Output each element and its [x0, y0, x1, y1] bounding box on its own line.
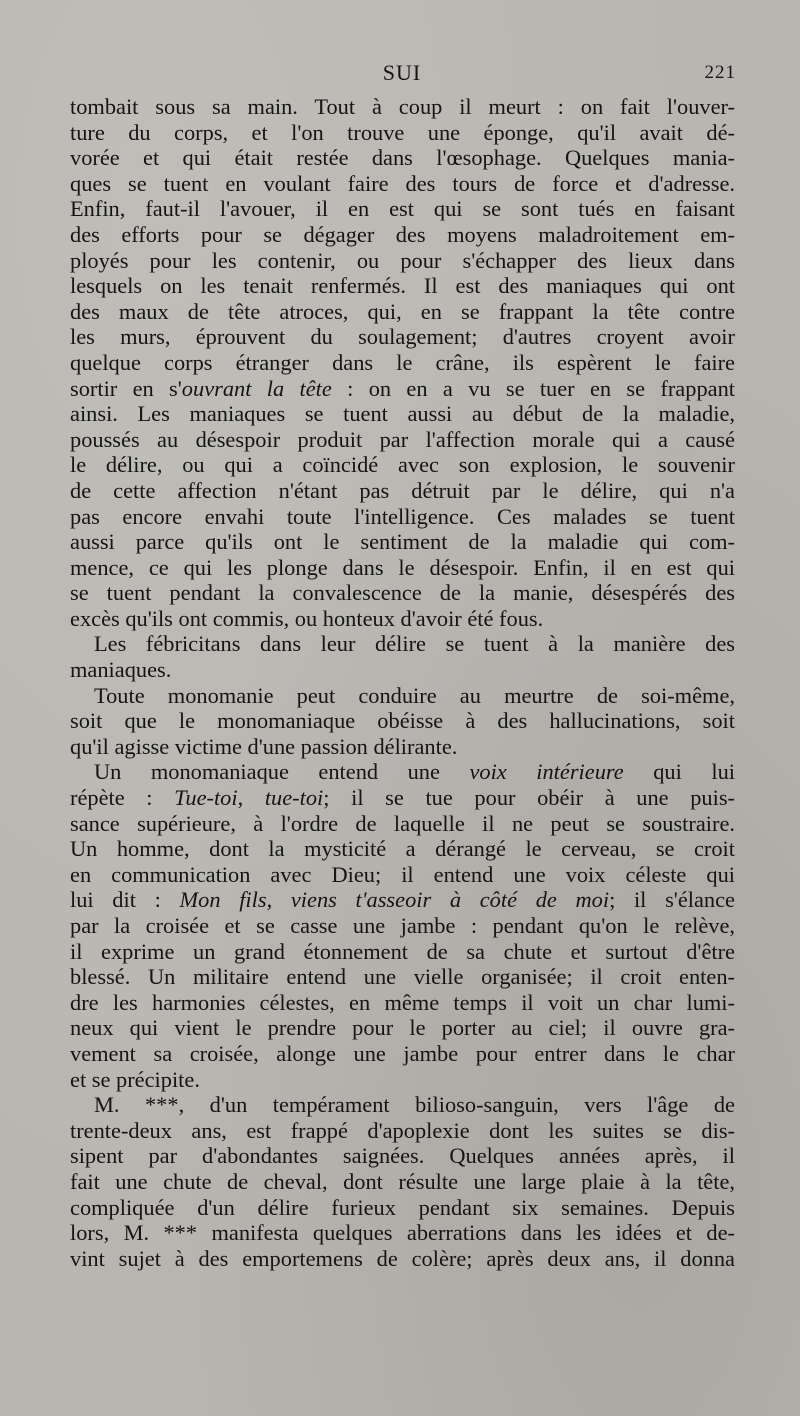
text-line	[70, 1118, 735, 1144]
text-line	[70, 1246, 735, 1272]
text-line	[70, 1143, 735, 1169]
text-segment: en communication avec Dieu; il entend une voix céleste qui	[70, 861, 735, 887]
text-line	[70, 1067, 735, 1093]
text-segment: dre les harmonies célestes, en même temps il voit un char lumi-	[70, 989, 735, 1015]
text-line	[70, 580, 735, 606]
text-line	[70, 273, 735, 299]
text-line	[70, 94, 735, 120]
text-segment: ,	[266, 887, 291, 913]
text-segment: M. ***, d'un tempérament bilioso-sanguin, vers l'âge de	[94, 1092, 735, 1118]
text-line	[70, 222, 735, 248]
text-segment: lesquels on les tenait renfermés. Il est des maniaques qui ont	[70, 273, 735, 299]
text-line	[70, 1169, 735, 1195]
text-line	[70, 657, 735, 683]
text-line	[70, 606, 735, 632]
text-segment: quelque corps étranger dans le crâne, ils espèrent le faire	[70, 349, 735, 375]
text-line	[70, 1015, 735, 1041]
text-line	[70, 708, 735, 734]
text-segment: sance supérieure, à l'ordre de laquelle il ne peut se soustraire.	[70, 810, 735, 836]
text-segment: il exprime un grand étonnement de sa chute et surtout d'être	[70, 938, 735, 964]
text-line	[70, 555, 735, 581]
text-segment: vint sujet à des emportemens de colère; après deux ans, il donna	[70, 1245, 735, 1271]
text-segment: ture du corps, et l'on trouve une éponge, qu'il avait dé-	[70, 119, 735, 145]
text-segment: et se précipite.	[70, 1066, 200, 1092]
text-segment: pas encore envahi toute l'intelligence. Ces malades se tuent	[70, 503, 735, 529]
text-segment: aussi parce qu'ils ont le sentiment de la maladie qui com-	[70, 529, 735, 555]
text-line	[70, 785, 735, 811]
text-line	[70, 376, 735, 402]
text-line	[70, 887, 735, 913]
text-line	[70, 452, 735, 478]
text-line	[70, 324, 735, 350]
text-segment: Toute monomanie peut conduire au meurtre de soi-même,	[94, 682, 735, 708]
italic-text-segment: Mon fils	[179, 887, 267, 913]
text-line	[70, 913, 735, 939]
text-line	[70, 299, 735, 325]
text-line	[70, 990, 735, 1016]
text-segment: ques se tuent en voulant faire des tours de force et d'adresse.	[70, 170, 735, 196]
text-segment: soit que le monomaniaque obéisse à des hallucinations, soit	[70, 708, 735, 734]
text-line	[70, 196, 735, 222]
text-segment: poussés au désespoir produit par l'affection morale qui a causé	[70, 426, 735, 452]
text-segment: blessé. Un militaire entend une vielle organisée; il croit enten-	[70, 964, 735, 990]
text-segment: lors, M. *** manifesta quelques aberrations dans les idées et de-	[70, 1220, 735, 1246]
text-segment: ; il se tue pour obéir à une puis-	[323, 785, 735, 811]
text-line	[70, 759, 735, 785]
italic-text-segment: Tue-toi	[174, 785, 238, 811]
text-segment: tombait sous sa main. Tout à coup il meurt : on fait l'ouver-	[70, 94, 735, 119]
text-line	[70, 1092, 735, 1118]
text-segment: qui lui	[623, 759, 735, 785]
text-line	[70, 631, 735, 657]
text-segment: sortir en s'	[70, 375, 182, 401]
text-line	[70, 1041, 735, 1067]
text-segment: répète :	[70, 785, 175, 811]
text-segment: le délire, ou qui a coïncidé avec son explosion, le souvenir	[70, 452, 735, 478]
text-segment: sipent par d'abondantes saignées. Quelques années après, il	[70, 1143, 735, 1169]
italic-text-segment: viens t'asseoir à côté de moi	[290, 887, 610, 913]
body-text	[70, 94, 735, 1271]
text-segment: ainsi. Les maniaques se tuent aussi au début de la maladie,	[70, 401, 735, 427]
text-segment: qu'il agisse victime d'une passion délirante.	[70, 733, 458, 759]
text-line	[70, 964, 735, 990]
text-line	[70, 248, 735, 274]
text-segment: neux qui vient le prendre pour le porter au ciel; il ouvre gra-	[70, 1015, 735, 1041]
text-line	[70, 401, 735, 427]
text-segment: mence, ce qui les plonge dans le désespoir. Enfin, il en est qui	[70, 554, 735, 580]
text-segment: ; il s'élance	[609, 887, 735, 913]
text-segment: ,	[237, 785, 265, 811]
text-line	[70, 1220, 735, 1246]
page-number: 221	[704, 62, 736, 83]
italic-text-segment: voix intérieure	[469, 759, 624, 785]
italic-text-segment: tue-toi	[264, 785, 324, 811]
text-segment: compliquée d'un délire furieux pendant six semaines. Depuis	[70, 1194, 735, 1220]
text-line	[70, 478, 735, 504]
text-segment: Un homme, dont la mysticité a dérangé le cerveau, se croit	[70, 836, 735, 862]
text-line	[70, 504, 735, 530]
text-segment: ployés pour les contenir, ou pour s'échapper des lieux dans	[70, 247, 735, 273]
text-line	[70, 734, 735, 760]
italic-text-segment: ouvrant la tête	[181, 375, 332, 401]
text-line	[70, 350, 735, 376]
text-line	[70, 427, 735, 453]
text-segment: des efforts pour se dégager des moyens maladroitement em-	[70, 221, 735, 247]
text-segment: de cette affection n'étant pas détruit par le délire, qui n'a	[70, 477, 735, 503]
text-line	[70, 939, 735, 965]
text-segment: : on en a vu se tuer en se frappant	[331, 375, 735, 401]
text-line	[70, 811, 735, 837]
text-segment: les murs, éprouvent du soulagement; d'autres croyent avoir	[70, 324, 735, 350]
text-segment: fait une chute de cheval, dont résulte une large plaie à la tête,	[70, 1168, 735, 1194]
text-line	[70, 1195, 735, 1221]
text-segment: Les fébricitans dans leur délire se tuent à la manière des	[94, 631, 735, 657]
text-segment: Enfin, faut-il l'avouer, il en est qui se sont tués en faisant	[70, 196, 735, 222]
text-segment: vement sa croisée, alonge une jambe pour entrer dans le char	[70, 1040, 735, 1066]
text-segment: trente-deux ans, est frappé d'apoplexie dont les suites se dis-	[70, 1117, 735, 1143]
text-line	[70, 145, 735, 171]
running-head	[68, 60, 736, 92]
text-segment: excès qu'ils ont commis, ou honteux d'avoir été fous.	[70, 605, 544, 631]
text-segment: maniaques.	[70, 657, 172, 683]
text-line	[70, 171, 735, 197]
text-segment: par la croisée et se casse une jambe : pendant qu'on le relève,	[70, 913, 735, 938]
text-segment: des maux de tête atroces, qui, en se frappant la tête contre	[70, 298, 735, 324]
text-segment: se tuent pendant la convalescence de la manie, désespérés des	[70, 580, 735, 606]
text-line	[70, 862, 735, 888]
text-segment: vorée et qui était restée dans l'œsophage. Quelques mania-	[70, 145, 735, 171]
text-segment: lui dit :	[70, 887, 180, 913]
text-line	[70, 120, 735, 146]
text-line	[70, 683, 735, 709]
text-line	[70, 836, 735, 862]
text-line	[70, 529, 735, 555]
running-title: SUI	[382, 60, 422, 85]
text-segment: Un monomaniaque entend une	[94, 759, 470, 785]
